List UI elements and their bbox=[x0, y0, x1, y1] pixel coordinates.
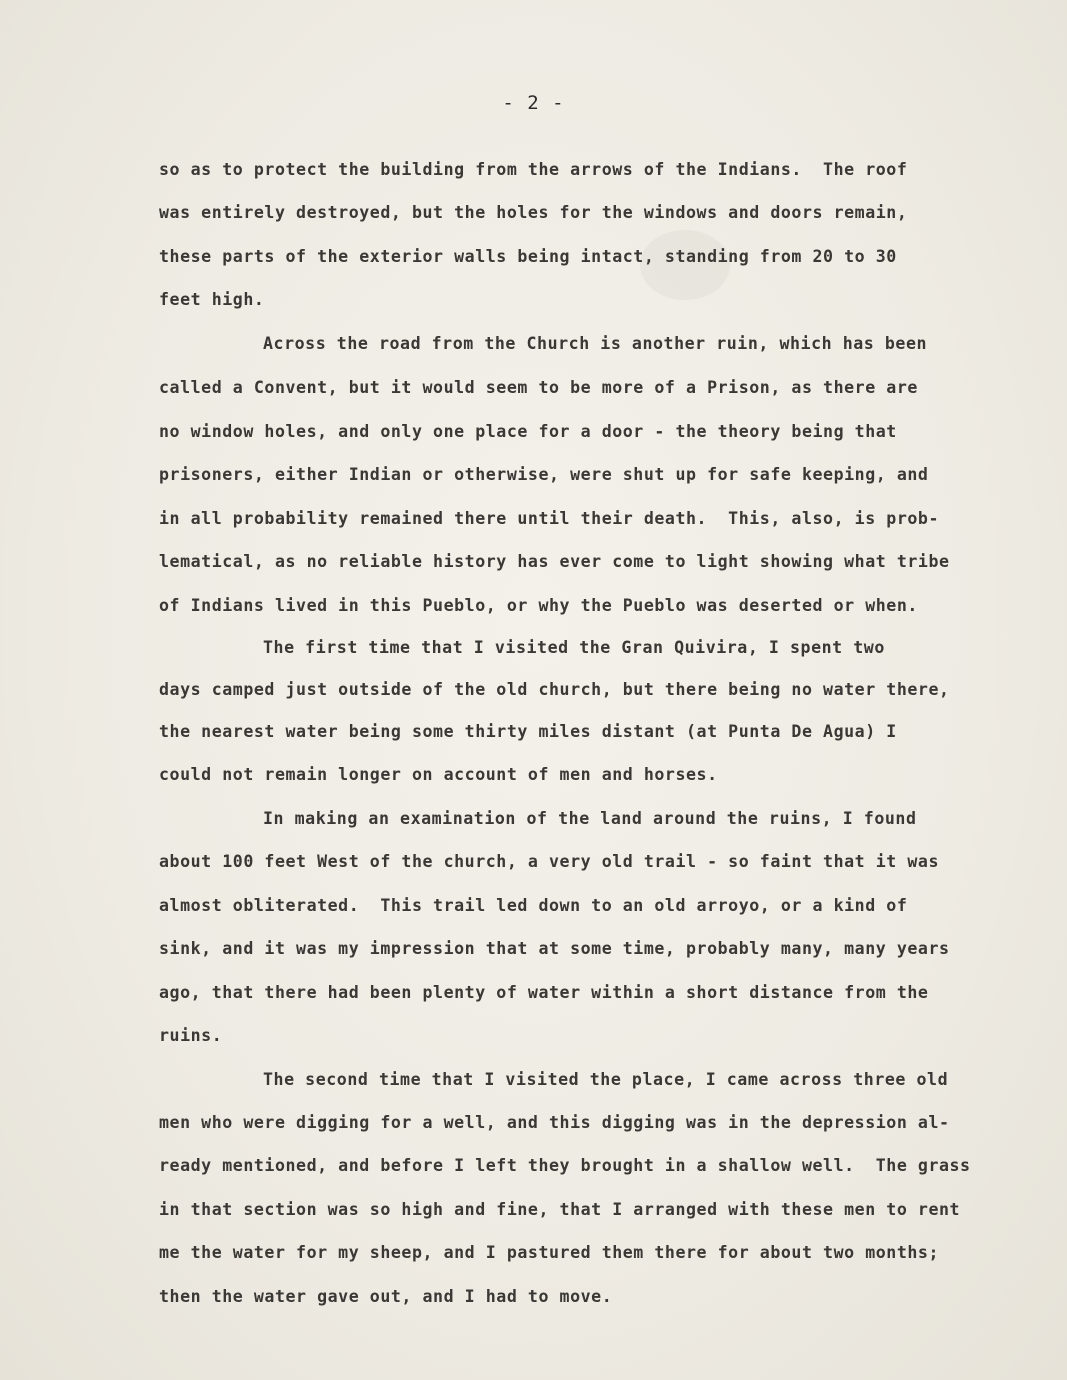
text-line: in that section was so high and fine, that I arranged with these men to rent bbox=[159, 1200, 961, 1219]
text-line: in all probability remained there until their death. This, also, is prob- bbox=[159, 509, 939, 528]
text-line: about 100 feet West of the church, a very old trail - so faint that it was bbox=[159, 852, 939, 871]
text-line: me the water for my sheep, and I pastured them there for about two months; bbox=[159, 1243, 939, 1262]
text-line: men who were digging for a well, and this digging was in the depression al- bbox=[159, 1113, 950, 1132]
text-line: could not remain longer on account of men and horses. bbox=[159, 765, 718, 784]
text-line: feet high. bbox=[159, 290, 265, 309]
text-line: lematical, as no reliable history has ever come to light showing what tribe bbox=[159, 552, 950, 571]
text-line: no window holes, and only one place for a door - the theory being that bbox=[159, 422, 897, 441]
text-line: ago, that there had been plenty of water within a short distance from the bbox=[159, 983, 929, 1002]
text-line: then the water gave out, and I had to move. bbox=[159, 1287, 613, 1306]
paragraph-first-line: In making an examination of the land around the ruins, I found bbox=[263, 809, 917, 828]
paragraph-first-line: Across the road from the Church is another ruin, which has been bbox=[263, 334, 928, 353]
text-line: ready mentioned, and before I left they brought in a shallow well. The grass bbox=[159, 1156, 971, 1175]
text-line: so as to protect the building from the arrows of the Indians. The roof bbox=[159, 160, 908, 179]
paragraph-first-line: The second time that I visited the place, I came across three old bbox=[263, 1070, 949, 1089]
text-line: the nearest water being some thirty miles distant (at Punta De Agua) I bbox=[159, 722, 897, 741]
paragraph-first-line: The first time that I visited the Gran Quivira, I spent two bbox=[263, 638, 885, 657]
text-line: sink, and it was my impression that at some time, probably many, many years bbox=[159, 939, 950, 958]
text-line: days camped just outside of the old church, but there being no water there, bbox=[159, 680, 950, 699]
text-line: was entirely destroyed, but the holes for the windows and doors remain, bbox=[159, 203, 908, 222]
text-line: prisoners, either Indian or otherwise, were shut up for safe keeping, and bbox=[159, 465, 929, 484]
text-line: almost obliterated. This trail led down to an old arroyo, or a kind of bbox=[159, 896, 908, 915]
text-line: ruins. bbox=[159, 1026, 223, 1045]
text-line: called a Convent, but it would seem to be more of a Prison, as there are bbox=[159, 378, 918, 397]
text-line: of Indians lived in this Pueblo, or why the Pueblo was deserted or when. bbox=[159, 596, 918, 615]
page-number: - 2 - bbox=[502, 92, 565, 114]
text-line: these parts of the exterior walls being intact, standing from 20 to 30 bbox=[159, 247, 897, 266]
